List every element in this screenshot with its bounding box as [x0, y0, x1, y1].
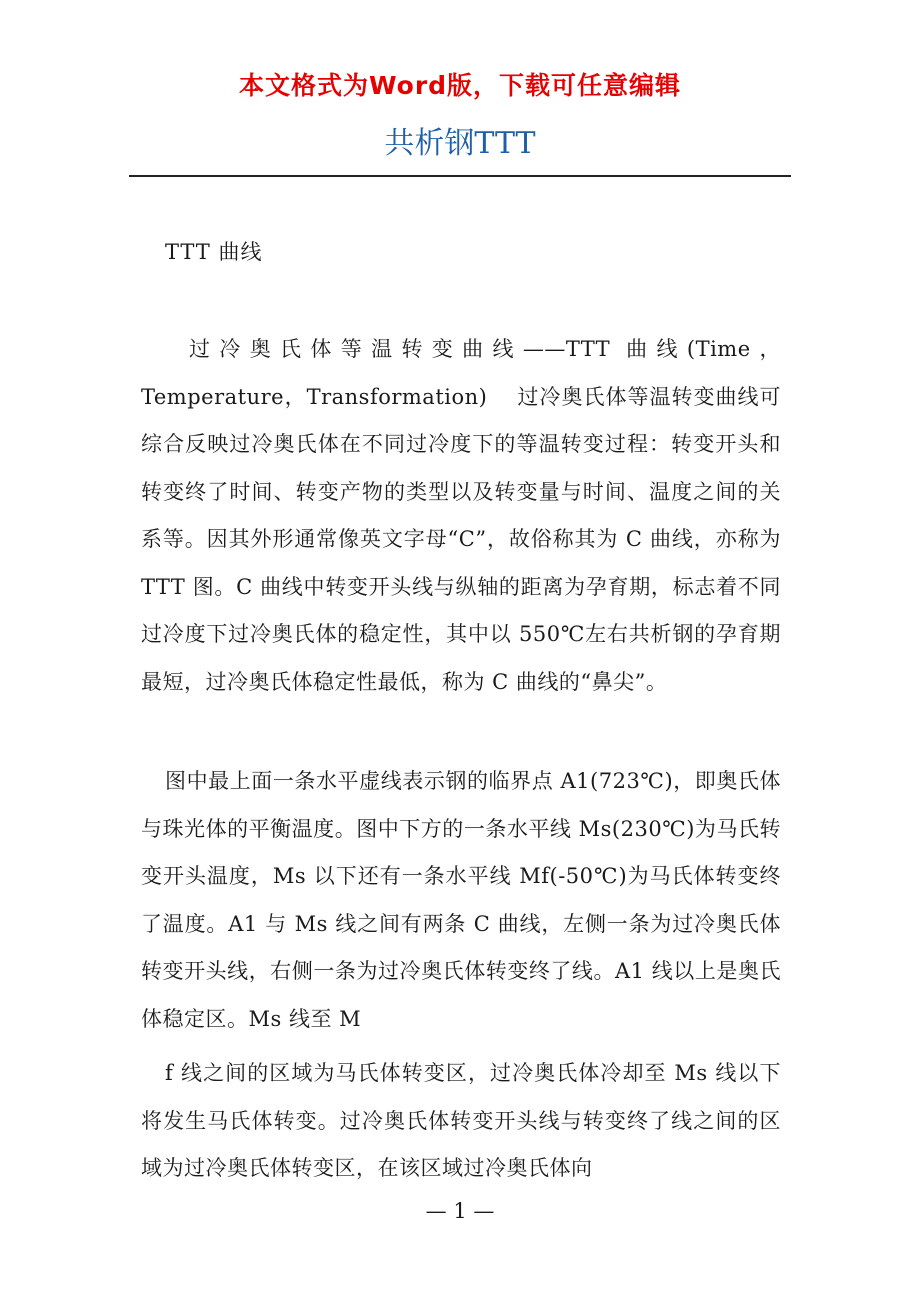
paragraph-transformation-zones: f 线之间的区域为马氏体转变区，过冷奥氏体冷却至 Ms 线以下将发生马氏体转变。过冷奥氏体转变开头线与转变终了线之间的区域为过冷奥氏体转变区，在该区域过冷奥氏体向: [141, 1061, 781, 1180]
section-heading: TTT 曲线: [165, 240, 263, 264]
document-title: 共析钢TTT: [384, 126, 536, 161]
paragraph-ttt-definition: 过冷奥氏体等温转变曲线——TTT 曲线(Time，Temperature，Transformation) 过冷奥氏体等温转变曲线可综合反映过冷奥氏体在不同过冷度下的等温转变过程：转变开头和转变终了时间、转变产物的类型以及转变量与时间、温度之间的关系等。因其外形通常像英文字母“C”，故俗称其为 C 曲线，亦称为 TTT 图。C 曲线中转变开头线与纵轴的距离为孕育期，标志着不同过冷度下过冷奥氏体的稳定性，其中以 550℃左右共析钢的孕育期最短，过冷奥氏体稳定性最低，称为 C 曲线的“鼻尖”。: [141, 337, 781, 694]
title-divider: [129, 175, 791, 177]
paragraph-diagram-lines: 图中最上面一条水平虚线表示钢的临界点 A1(723℃)，即奥氏体与珠光体的平衡温度。图中下方的一条水平线 Ms(230℃)为马氏转变开头温度，Ms 以下还有一条水平线 Mf(-50℃)为马氏体转变终了温度。A1 与 Ms 线之间有两条 C 曲线，左侧一条为过冷奥氏体转变开头线，右侧一条为过冷奥氏体转变终了线。A1 线以上是奥氏体稳定区。Ms 线至 M: [141, 769, 781, 1031]
page-number: — 1 —: [425, 1199, 495, 1223]
editable-format-banner: 本文格式为Word版，下载可任意编辑: [238, 71, 682, 100]
